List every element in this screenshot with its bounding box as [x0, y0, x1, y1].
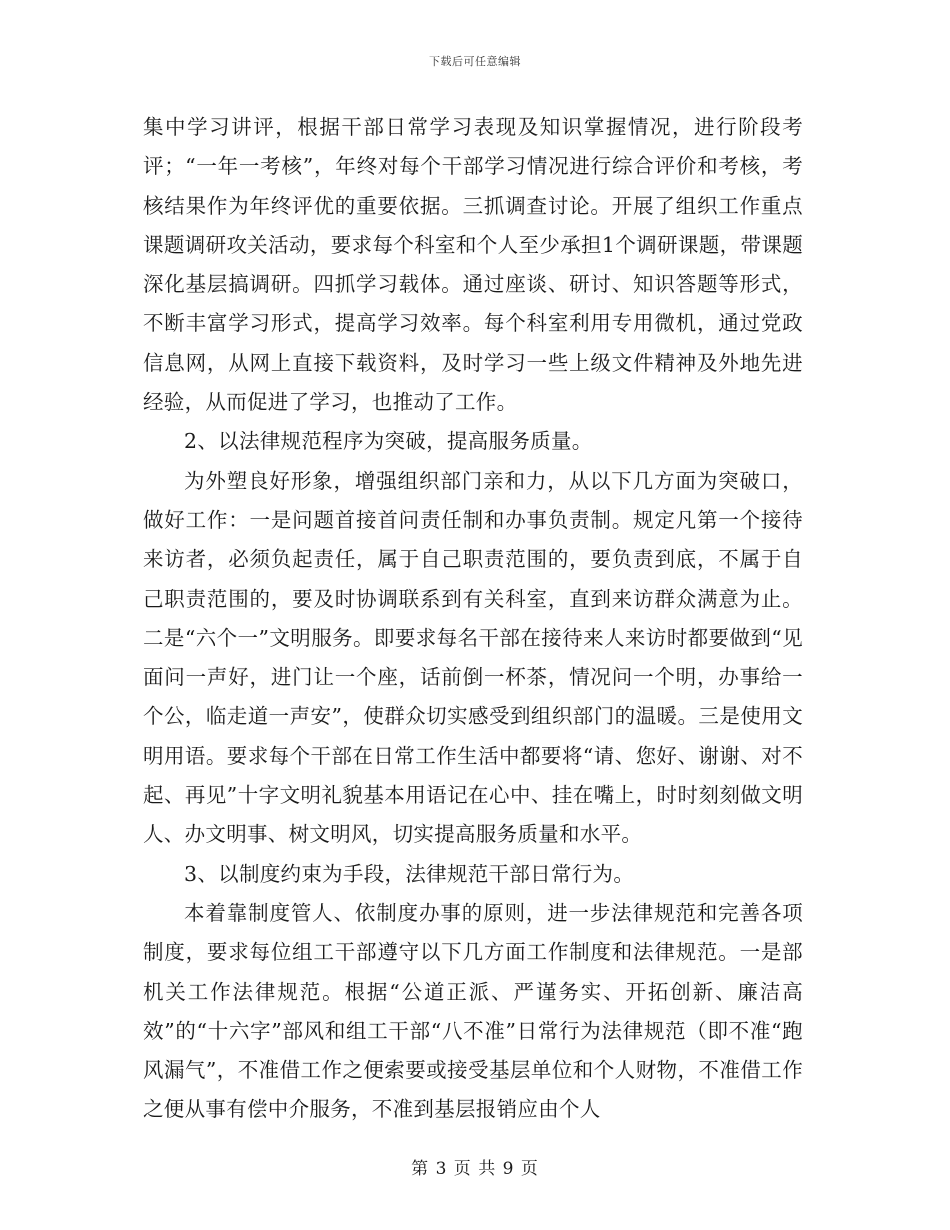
page-header: 下载后可任意编辑 — [429, 55, 521, 68]
paragraph-5: 本着靠制度管人、依制度办事的原则，进一步法律规范和完善各项制度，要求每位组工干部遵守以下几方面工作制度和法律规范。一是部机关工作法律规范。根据“公道正派、严谨务实、开拓创新、廉洁高效”的“十六字”部风和组工干部“八不准”日常行为法律规范（即不准“跑风漏气”，不准借工作之便索要或接受基层单位和个人财物，不准借工作之便从事有偿中介服务，不准到基层报销应由个人 — [143, 900, 803, 1122]
section-heading-3: 3、以制度约束为手段，法律规范干部日常行为。 — [184, 861, 635, 886]
page-number-label: 第 3 页 共 9 页 — [411, 1159, 539, 1179]
document-body — [143, 108, 803, 1130]
paragraph-1: 集中学习讲评，根据干部日常学习表现及知识掌握情况，进行阶段考评；“一年一考核”，年终对每个干部学习情况进行综合评价和考核，考核结果作为年终评优的重要依据。三抓调查讨论。开展了组织工作重点课题调研攻关活动，要求每个科室和个人至少承担1个调研课题，带课题深化基层搞调研。四抓学习载体。通过座谈、研讨、知识答题等形式，不断丰富学习形式，提高学习效率。每个科室利用专用微机，通过党政信息网，从网上直接下载资料，及时学习一些上级文件精神及外地先进经验，从而促进了学习，也推动了工作。 — [143, 115, 803, 415]
section-heading-2: 2、以法律规范程序为突破，提高服务质量。 — [184, 429, 593, 454]
page-number — [0, 1154, 950, 1179]
paragraph-3: 为外塑良好形象，增强组织部门亲和力，从以下几方面为突破口，做好工作：一是问题首接首问责任制和办事负责制。规定凡第一个接待来访者，必须负起责任，属于自己职责范围的，要负责到底，不属于自己职责范围的，要及时协调联系到有关科室，直到来访群众满意为止。二是“六个一”文明服务。即要求每名干部在接待来人来访时都要做到“见面问一声好，进门让一个座，话前倒一杯茶，情况问一个明，办事给一个公，临走道一声安”，使群众切实感受到组织部门的温暖。三是使用文明用语。要求每个干部在日常工作生活中都要将“请、您好、谢谢、对不起、再见”十字文明礼貌基本用语记在心中、挂在嘴上，时时刻刻做文明人、办文明事、树文明风，切实提高服务质量和水平。 — [143, 468, 803, 847]
